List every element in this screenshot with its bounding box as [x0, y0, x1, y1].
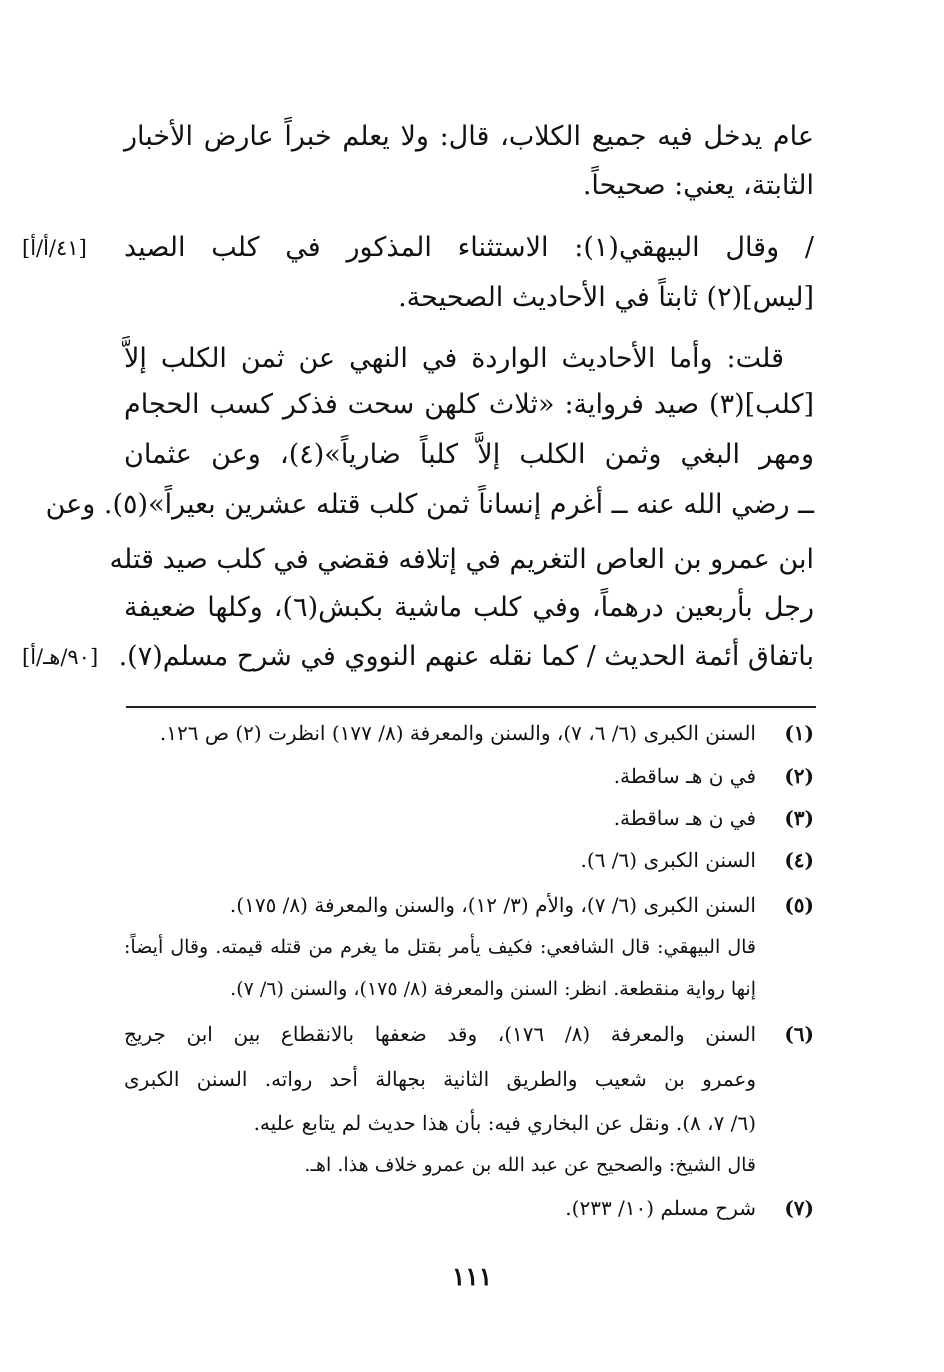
body-line-1: عام يدخل فيه جميع الكلاب، قال: ولا يعلم خبراً عارض الأخبار — [124, 121, 814, 152]
footnote-number: (٥) — [784, 893, 814, 917]
body-line-3: / وقال البيهقي(١): الاستثناء المذكور في كلب الصيد — [124, 232, 814, 263]
footnote-3 — [124, 803, 814, 833]
footnote-6 — [124, 1019, 814, 1049]
body-line-4: [ليس](٢) ثابتاً في الأحاديث الصحيحة. — [398, 282, 814, 313]
footnote-number: (٣) — [784, 806, 814, 830]
footnote-text: في ن هـ ساقطة. — [613, 806, 756, 830]
margin-note-2: [٩٠/هـ/أ] — [22, 645, 99, 669]
footnote-6-comment: قال الشيخ: والصحيح عن عبد الله بن عمرو خلاف هذا. اهـ. — [304, 1154, 756, 1176]
footnote-text: السنن الكبرى (٦/ ٧)، والأم (٣/ ١٢)، والسنن والمعرفة (٨/ ١٧٥). — [229, 893, 756, 917]
body-line-11: باتفاق أئمة الحديث / كما نقله عنهم النووي في شرح مسلم(٧). — [118, 641, 814, 672]
footnote-7 — [124, 1193, 814, 1223]
body-line-7: ومهر البغي وثمن الكلب إلاَّ كلباً ضارياً»(٤)، وعن عثمان — [124, 439, 814, 470]
footnote-6-line-3: (٦/ ٧، ٨). ونقل عن البخاري فيه: بأن هذا حديث لم يتابع عليه. — [253, 1111, 756, 1135]
footnote-5-comment-2: إنها رواية منقطعة. انظر: السنن والمعرفة (٨/ ١٧٥)، والسنن (٦/ ٧). — [230, 978, 756, 1000]
footnote-number: (٧) — [784, 1196, 814, 1220]
footnote-text: السنن الكبرى (٦/ ٦). — [580, 848, 756, 872]
page-number: ١١١ — [451, 1262, 493, 1291]
footnote-text: في ن هـ ساقطة. — [613, 764, 756, 788]
footnote-2 — [124, 761, 814, 791]
footnote-number: (٤) — [784, 848, 814, 872]
body-line-8: ــ رضي الله عنه ــ أغرم إنساناً ثمن كلب قتله عشرين بعيراً»(٥). وعن — [45, 489, 814, 520]
body-line-6: [كلب](٣) صيد فرواية: «ثلاث كلهن سحت فذكر كسب الحجام — [124, 389, 814, 420]
footnote-5 — [124, 890, 814, 920]
footnote-5-comment-1: قال البيهقي: قال الشافعي: فكيف يأمر بقتل ما يغرم من قتله قيمته. وقال أيضاً: — [124, 936, 756, 958]
footnote-number: (٢) — [784, 764, 814, 788]
footnote-text: شرح مسلم (١٠/ ٢٣٣). — [565, 1196, 756, 1220]
body-line-2: الثابتة، يعني: صحيحاً. — [582, 170, 814, 201]
body-line-10: رجل بأربعين درهماً، وفي كلب ماشية بكبش(٦)، وكلها ضعيفة — [124, 592, 814, 623]
body-line-9: ابن عمرو بن العاص التغريم في إتلافه فقضي في كلب صيد قتله — [109, 544, 814, 575]
footnote-number: (١) — [784, 721, 814, 745]
footnote-4 — [124, 845, 814, 875]
footnote-separator — [126, 706, 816, 708]
footnote-text: السنن والمعرفة (٨/ ١٧٦)، وقد ضعفها بالانقطاع بين ابن جريج — [124, 1022, 756, 1046]
footnote-1 — [124, 718, 814, 748]
footnote-text: السنن الكبرى (٦/ ٦، ٧)، والسنن والمعرفة (٨/ ١٧٧) انظرت (٢) ص ١٢٦. — [159, 721, 756, 745]
footnote-number: (٦) — [784, 1022, 814, 1046]
footnote-6-line-2: وعمرو بن شعيب والطريق الثانية بجهالة أحد رواته. السنن الكبرى — [124, 1067, 756, 1091]
body-line-5: قلت: وأما الأحاديث الواردة في النهي عن ثمن الكلب إلاَّ — [124, 343, 784, 374]
margin-note-1: [٤١/أ/أ] — [22, 236, 87, 260]
